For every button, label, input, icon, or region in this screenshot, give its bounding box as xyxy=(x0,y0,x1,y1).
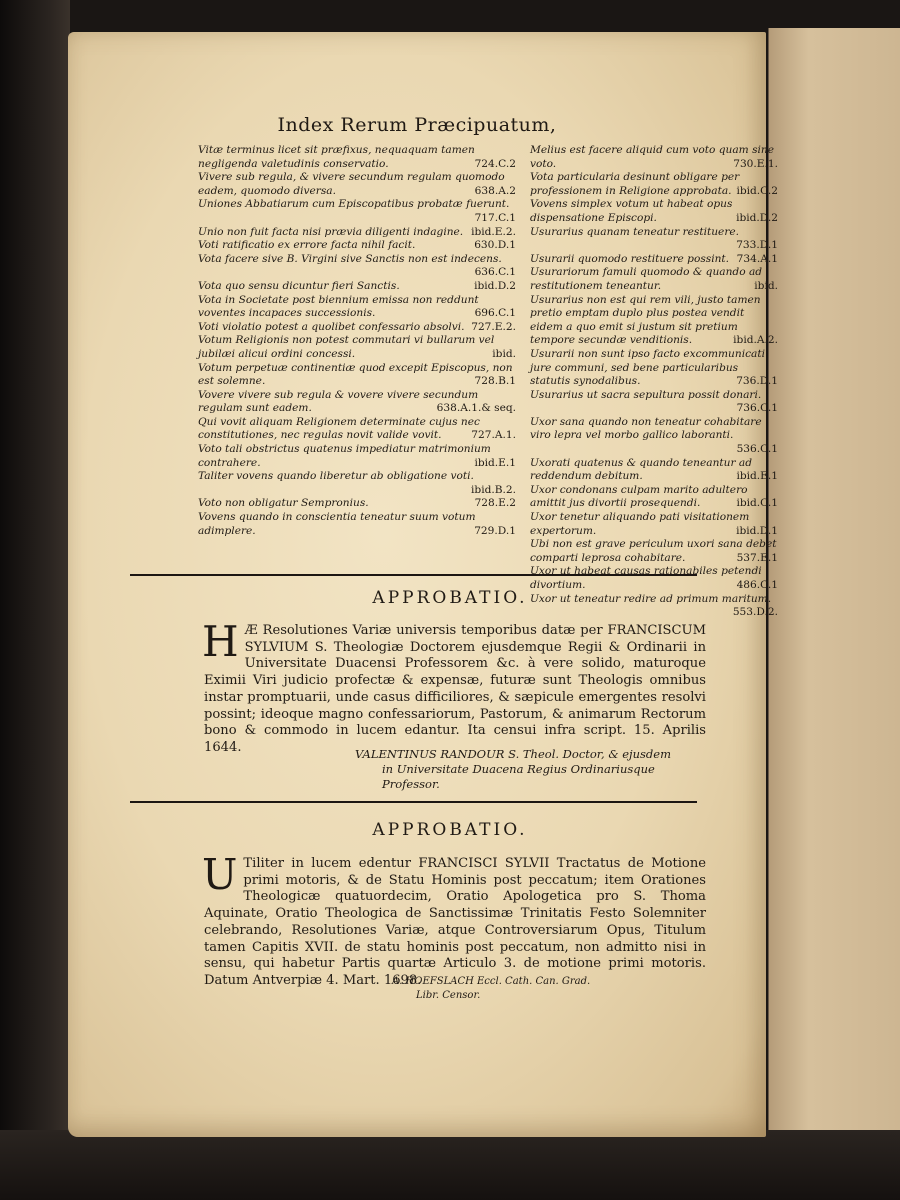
index-entry-text: Vivere sub regula, & vivere secundum regulam quomodo eadem, quomodo diversa. xyxy=(198,171,505,197)
index-entry xyxy=(198,416,516,443)
index-entry-ref: ibid.A.2. xyxy=(733,334,778,347)
index-entry xyxy=(530,511,778,538)
index-entry-ref: 736.C.1 xyxy=(736,402,778,415)
index-entry xyxy=(530,144,778,171)
index-entry-text: Vota quo sensu dicuntur fieri Sanctis. xyxy=(198,279,400,292)
index-entry xyxy=(530,294,778,348)
index-entry xyxy=(198,171,516,198)
signature-line: in Universitate Duacena Regius Ordinariusque Professor. xyxy=(382,762,655,791)
index-entry-ref: ibid.D.2 xyxy=(474,279,516,292)
index-entry-ref: 636.C.1 xyxy=(474,266,516,279)
index-entry-text: Usurarius non est qui rem vili, justo tamen pretio emptam duplo plus postea vendit eidem a quo emit si justum sit pretium tempore secundæ venditionis. xyxy=(530,293,761,347)
index-entry-ref: 630.D.1 xyxy=(474,239,516,252)
index-entry xyxy=(198,362,516,389)
facing-page-edge xyxy=(768,28,900,1200)
index-entry-ref: ibid.E.2. xyxy=(471,225,516,238)
index-entry-text: Ubi non est grave periculum uxori sana debet comparti leprosa cohabitare. xyxy=(530,538,777,564)
index-entry-ref: ibid. xyxy=(754,279,778,292)
index-entry xyxy=(530,457,778,484)
index-entry-ref: 717.C.1 xyxy=(474,211,516,224)
index-entry xyxy=(198,198,516,225)
index-entry-text: Votum perpetuæ continentiæ quod excepit Episcopus, non est solemne. xyxy=(198,361,513,388)
signature-line: Libr. Censor. xyxy=(416,989,481,1001)
index-entry-text: Vota in Societate post biennium emissa non reddunt voventes incapaces successionis. xyxy=(198,293,479,320)
index-entry-text: Voto tali obstrictus quatenus impediatur matrimonium contrahere. xyxy=(198,443,491,469)
drop-cap: U xyxy=(202,850,238,899)
index-entry xyxy=(530,226,778,253)
drop-cap: H xyxy=(202,617,239,666)
index-entry-text: Usurarii quomodo restituere possint. xyxy=(530,252,730,265)
index-entry xyxy=(530,348,778,389)
approbatio-text xyxy=(202,617,706,757)
index-entry-text: Unio non fuit facta nisi prævia diligenti indagine. xyxy=(198,225,464,238)
index-entry xyxy=(198,226,516,240)
index-entry-ref: ibid. xyxy=(492,347,516,360)
index-entry-ref: ibid.C.1 xyxy=(736,497,778,510)
index-entry-ref: 729.D.1 xyxy=(474,524,516,537)
index-entry-text: Uxor sana quando non teneatur cohabitare viro lepra vel morbo gallico laboranti. xyxy=(530,415,762,442)
index-entry-text: Uniones Abbatiarum cum Episcopatibus probatæ fuerunt. xyxy=(198,198,510,211)
index-entry-text: Qui vovit aliquam Religionem determinate cujus nec constitutiones, nec regulas novit valide vovit. xyxy=(198,415,480,442)
approbatio-text xyxy=(202,850,706,990)
index-entry xyxy=(198,497,516,511)
index-entry xyxy=(198,511,516,538)
index-entry-text: Uxor ut habeat causas rationabiles petendi divortium. xyxy=(530,565,762,591)
index-entry-text: Votum Religionis non potest commutari vi bullarum vel jubilæi alicui ordini concessi. xyxy=(198,334,495,360)
index-entry-text: Voto non obligatur Sempronius. xyxy=(198,497,369,510)
approbatio-heading: APPROBATIO. xyxy=(372,820,528,840)
index-entry-text: Uxor ut teneatur redire ad primum maritum. xyxy=(530,592,772,605)
index-entry-ref: 727.A.1. xyxy=(471,429,516,442)
index-entry-text: Usurarius ut sacra sepultura possit donari. xyxy=(530,388,762,401)
index-column-left xyxy=(198,144,516,538)
index-entry xyxy=(530,484,778,511)
index-entry xyxy=(198,334,516,361)
index-entry-text: Voti ratificatio ex errore facta nihil facit. xyxy=(198,239,416,252)
index-entry xyxy=(198,321,516,335)
approbatio-body: Tiliter in lucem edentur FRANCISCI SYLVII Tractatus de Motione primi motoris, & de Statu Hominis post peccatum; item Orationes Theologicæ quatuordecim, Oratio Apologetica pro S. Thoma Aquinate, Oratio Theologica de Sanctissimæ Trinitatis Festo Solemniter celebrando, Resolutiones Variæ, atque Controversiarum Opus, Titulum tamen Capitis XVII. de statu hominis post peccatum, non admitto nisi in sensu, qui habetur Partis quartæ Articulo 3. de motione primi motoris. Datum Antverpiæ 4. Mart. 1698. xyxy=(204,856,706,988)
index-entry-ref: ibid.B.2. xyxy=(471,483,516,496)
index-entry-text: Vovens quando in conscientia teneatur suum votum adimplere. xyxy=(198,511,476,537)
index-entry xyxy=(198,239,516,253)
index-entry xyxy=(198,443,516,470)
index-entry xyxy=(198,280,516,294)
index-entry-ref: ibid.C.2 xyxy=(736,184,778,197)
index-entry-ref: ibid.D.1 xyxy=(736,524,778,537)
index-entry-ref: 728.B.1 xyxy=(474,375,516,388)
index-entry-ref: 486.C.1 xyxy=(736,579,778,591)
index-entry-ref: 553.D.2. xyxy=(732,606,778,619)
approbatio-signature xyxy=(355,747,705,792)
approbatio-heading: APPROBATIO. xyxy=(372,588,528,608)
index-entry-ref: ibid.E.1 xyxy=(474,456,516,469)
index-entry xyxy=(530,416,778,457)
index-entry-ref: 696.C.1 xyxy=(474,307,516,320)
index-entry-ref: 638.A.1.& seq. xyxy=(436,402,516,415)
section-rule xyxy=(130,801,697,803)
index-entry xyxy=(530,538,778,565)
index-entry-ref: 734.A.1 xyxy=(736,252,778,265)
index-entry-text: Voti violatio potest a quolibet confessario absolvi. xyxy=(198,320,465,333)
index-entry xyxy=(530,389,778,416)
index-column-right xyxy=(530,144,778,620)
index-entry xyxy=(198,470,516,497)
index-entry-ref: ibid.E.1 xyxy=(736,470,778,483)
index-entry-text: Vota facere sive B. Virgini sive Sanctis non est indecens. xyxy=(198,252,502,265)
index-entry xyxy=(530,171,778,198)
running-head: Index Rerum Præcipuatum, xyxy=(277,114,557,136)
signature-line: A. HOEFSLACH Eccl. Cath. Can. Grad. xyxy=(392,976,591,987)
index-entry-ref: 733.D.1 xyxy=(736,239,778,252)
index-entry-ref: 727.E.2. xyxy=(471,320,516,333)
index-entry-text: Melius est facere aliquid cum voto quam sine voto. xyxy=(530,144,775,170)
index-entry-ref: 724.C.2 xyxy=(474,157,516,170)
index-entry-text: Taliter vovens quando liberetur ab obligatione voti. xyxy=(198,470,474,483)
index-entry xyxy=(530,266,778,293)
approbatio-body: Æ Resolutiones Variæ universis temporibus datæ per FRANCISCUM SYLVIUM S. Theologiæ Doctorem ejusdemque Regii & Ordinarii in Universitate Duacensi Professorem &c. à vere solido, maturoque Eximii Viri judicio profectæ & expensæ, futuræ sunt Theologis omnibus instar promptuarii, unde casus difficiliores, & sæpicule emergentes resolvi possint; ideoque magno confessariorum, Pastorum, & animarum Rectorum bono & commodo in lucem edantur. Ita censui infra script. 15. Aprilis 1644. xyxy=(204,623,706,755)
index-entry xyxy=(530,198,778,225)
index-entry-text: Vitæ terminus licet sit præfixus, nequaquam tamen negligenda valetudinis conservatio. xyxy=(198,144,475,170)
index-entry-ref: ibid.D.2 xyxy=(736,211,778,224)
index-entry-text: Uxor condonans culpam marito adultero amittit jus divortii prosequendi. xyxy=(530,483,748,510)
signature-line: VALENTINUS RANDOUR S. Theol. Doctor, & ejusdem xyxy=(355,747,671,761)
index-entry xyxy=(198,294,516,321)
index-entry-ref: 638.A.2 xyxy=(474,184,516,197)
index-entry xyxy=(198,144,516,171)
index-entry xyxy=(198,253,516,280)
index-entry-text: Vovere vivere sub regula & vovere vivere secundum regulam sunt eadem. xyxy=(198,388,479,415)
index-entry-text: Usurarius quanam teneatur restituere. xyxy=(530,225,740,238)
index-entry-ref: 536.C.1 xyxy=(736,443,778,456)
index-entry-ref: 537.E.1 xyxy=(736,551,778,564)
index-entry-text: Uxor tenetur aliquando pati visitationem expertorum. xyxy=(530,511,750,537)
index-entry-text: Uxorati quatenus & quando teneantur ad reddendum debitum. xyxy=(530,456,753,483)
index-entry-text: Vota particularia desinunt obligare per professionem in Religione approbata. xyxy=(530,171,740,197)
index-entry-ref: 728.E.2 xyxy=(474,497,516,510)
index-entry-text: Usurarii non sunt ipso facto excommunicati jure communi, sed bene particularibus statutis synodalibus. xyxy=(530,347,765,388)
approbatio-signature xyxy=(392,975,692,1002)
index-entry-text: Usurariorum famuli quomodo & quando ad restitutionem teneantur. xyxy=(530,266,763,292)
index-entry-text: Vovens simplex votum ut habeat opus dispensatione Episcopi. xyxy=(530,198,733,224)
section-rule xyxy=(130,574,697,576)
index-entry-ref: 730.E.1. xyxy=(733,157,778,170)
index-entry-ref: 736.D.1 xyxy=(736,375,778,388)
index-entry xyxy=(530,253,778,267)
table-surface xyxy=(0,1130,900,1200)
index-entry xyxy=(198,389,516,416)
